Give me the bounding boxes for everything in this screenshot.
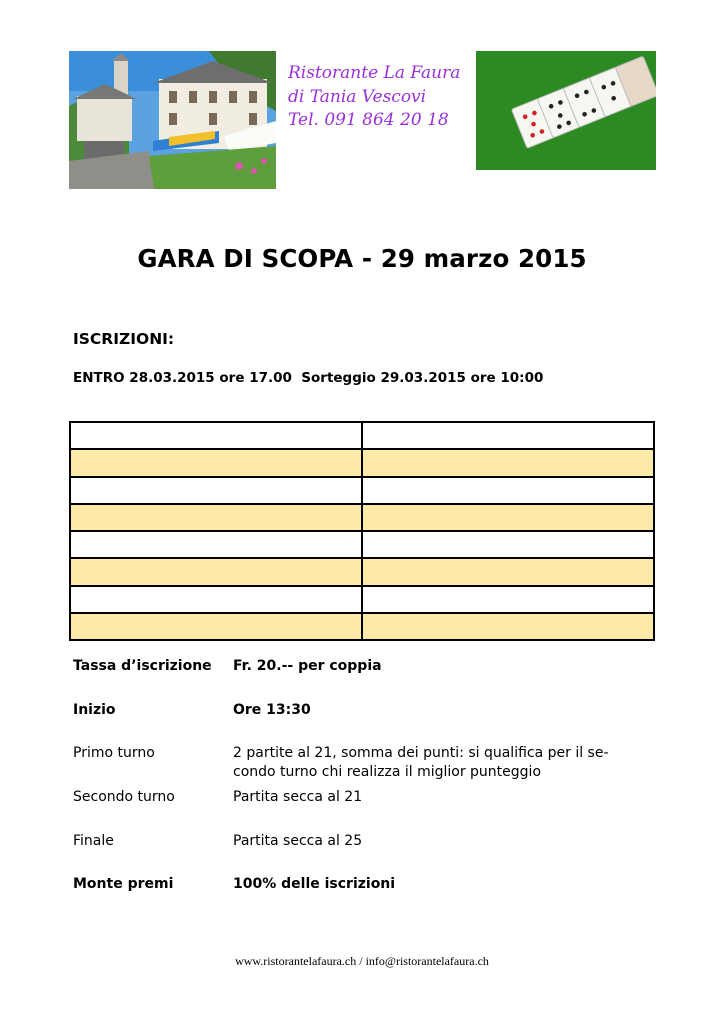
table-row (70, 531, 654, 558)
restaurant-owner: di Tania Vescovi (288, 86, 427, 107)
detail-label: Secondo turno (73, 789, 175, 805)
detail-label: Inizio (73, 702, 116, 718)
table-row (70, 449, 654, 476)
page-title: GARA DI SCOPA - 29 marzo 2015 (137, 244, 587, 273)
table-cell[interactable] (362, 531, 654, 558)
table-cell[interactable] (362, 558, 654, 585)
registrations-heading: ISCRIZIONI: (73, 330, 175, 348)
detail-label: Finale (73, 833, 114, 849)
table-cell[interactable] (70, 613, 362, 640)
detail-value (233, 744, 643, 782)
table-cell[interactable] (70, 531, 362, 558)
detail-value: Partita secca al 21 (233, 789, 363, 805)
restaurant-photo (69, 51, 276, 189)
table-cell[interactable] (362, 422, 654, 449)
table-cell[interactable] (362, 586, 654, 613)
detail-label: Primo turno (73, 745, 155, 761)
table-row (70, 586, 654, 613)
table-cell[interactable] (362, 449, 654, 476)
restaurant-name: Ristorante La Faura (288, 63, 461, 83)
detail-label: Tassa d’iscrizione (73, 658, 212, 674)
table-cell[interactable] (362, 613, 654, 640)
table-row (70, 477, 654, 504)
table-row (70, 422, 654, 449)
registrations-deadline: ENTRO 28.03.2015 ore 17.00 Sorteggio 29.03.2015 ore 10:00 (73, 370, 544, 386)
detail-value: Partita secca al 25 (233, 833, 363, 849)
registration-table (69, 421, 655, 641)
table-cell[interactable] (70, 504, 362, 531)
table-cell[interactable] (70, 422, 362, 449)
table-cell[interactable] (70, 558, 362, 585)
table-cell[interactable] (70, 449, 362, 476)
table-cell[interactable] (362, 504, 654, 531)
footer-contact: www.ristorantelafaura.ch / info@ristorantelafaura.ch (235, 954, 489, 968)
table-row (70, 613, 654, 640)
restaurant-info (288, 62, 460, 133)
detail-label: Monte premi (73, 876, 174, 892)
table-row (70, 504, 654, 531)
table-cell[interactable] (70, 586, 362, 613)
detail-value-text: 2 partite al 21, somma dei punti: si qualifica per il se- condo turno chi realizza il miglior punteggio (233, 745, 609, 780)
detail-value: 100% delle iscrizioni (233, 876, 396, 892)
table-cell[interactable] (70, 477, 362, 504)
table-cell[interactable] (362, 477, 654, 504)
detail-value: Ore 13:30 (233, 702, 311, 718)
detail-value: Fr. 20.-- per coppia (233, 658, 382, 674)
playing-cards-image (476, 51, 656, 170)
restaurant-phone: Tel. 091 864 20 18 (288, 110, 449, 130)
table-row (70, 558, 654, 585)
